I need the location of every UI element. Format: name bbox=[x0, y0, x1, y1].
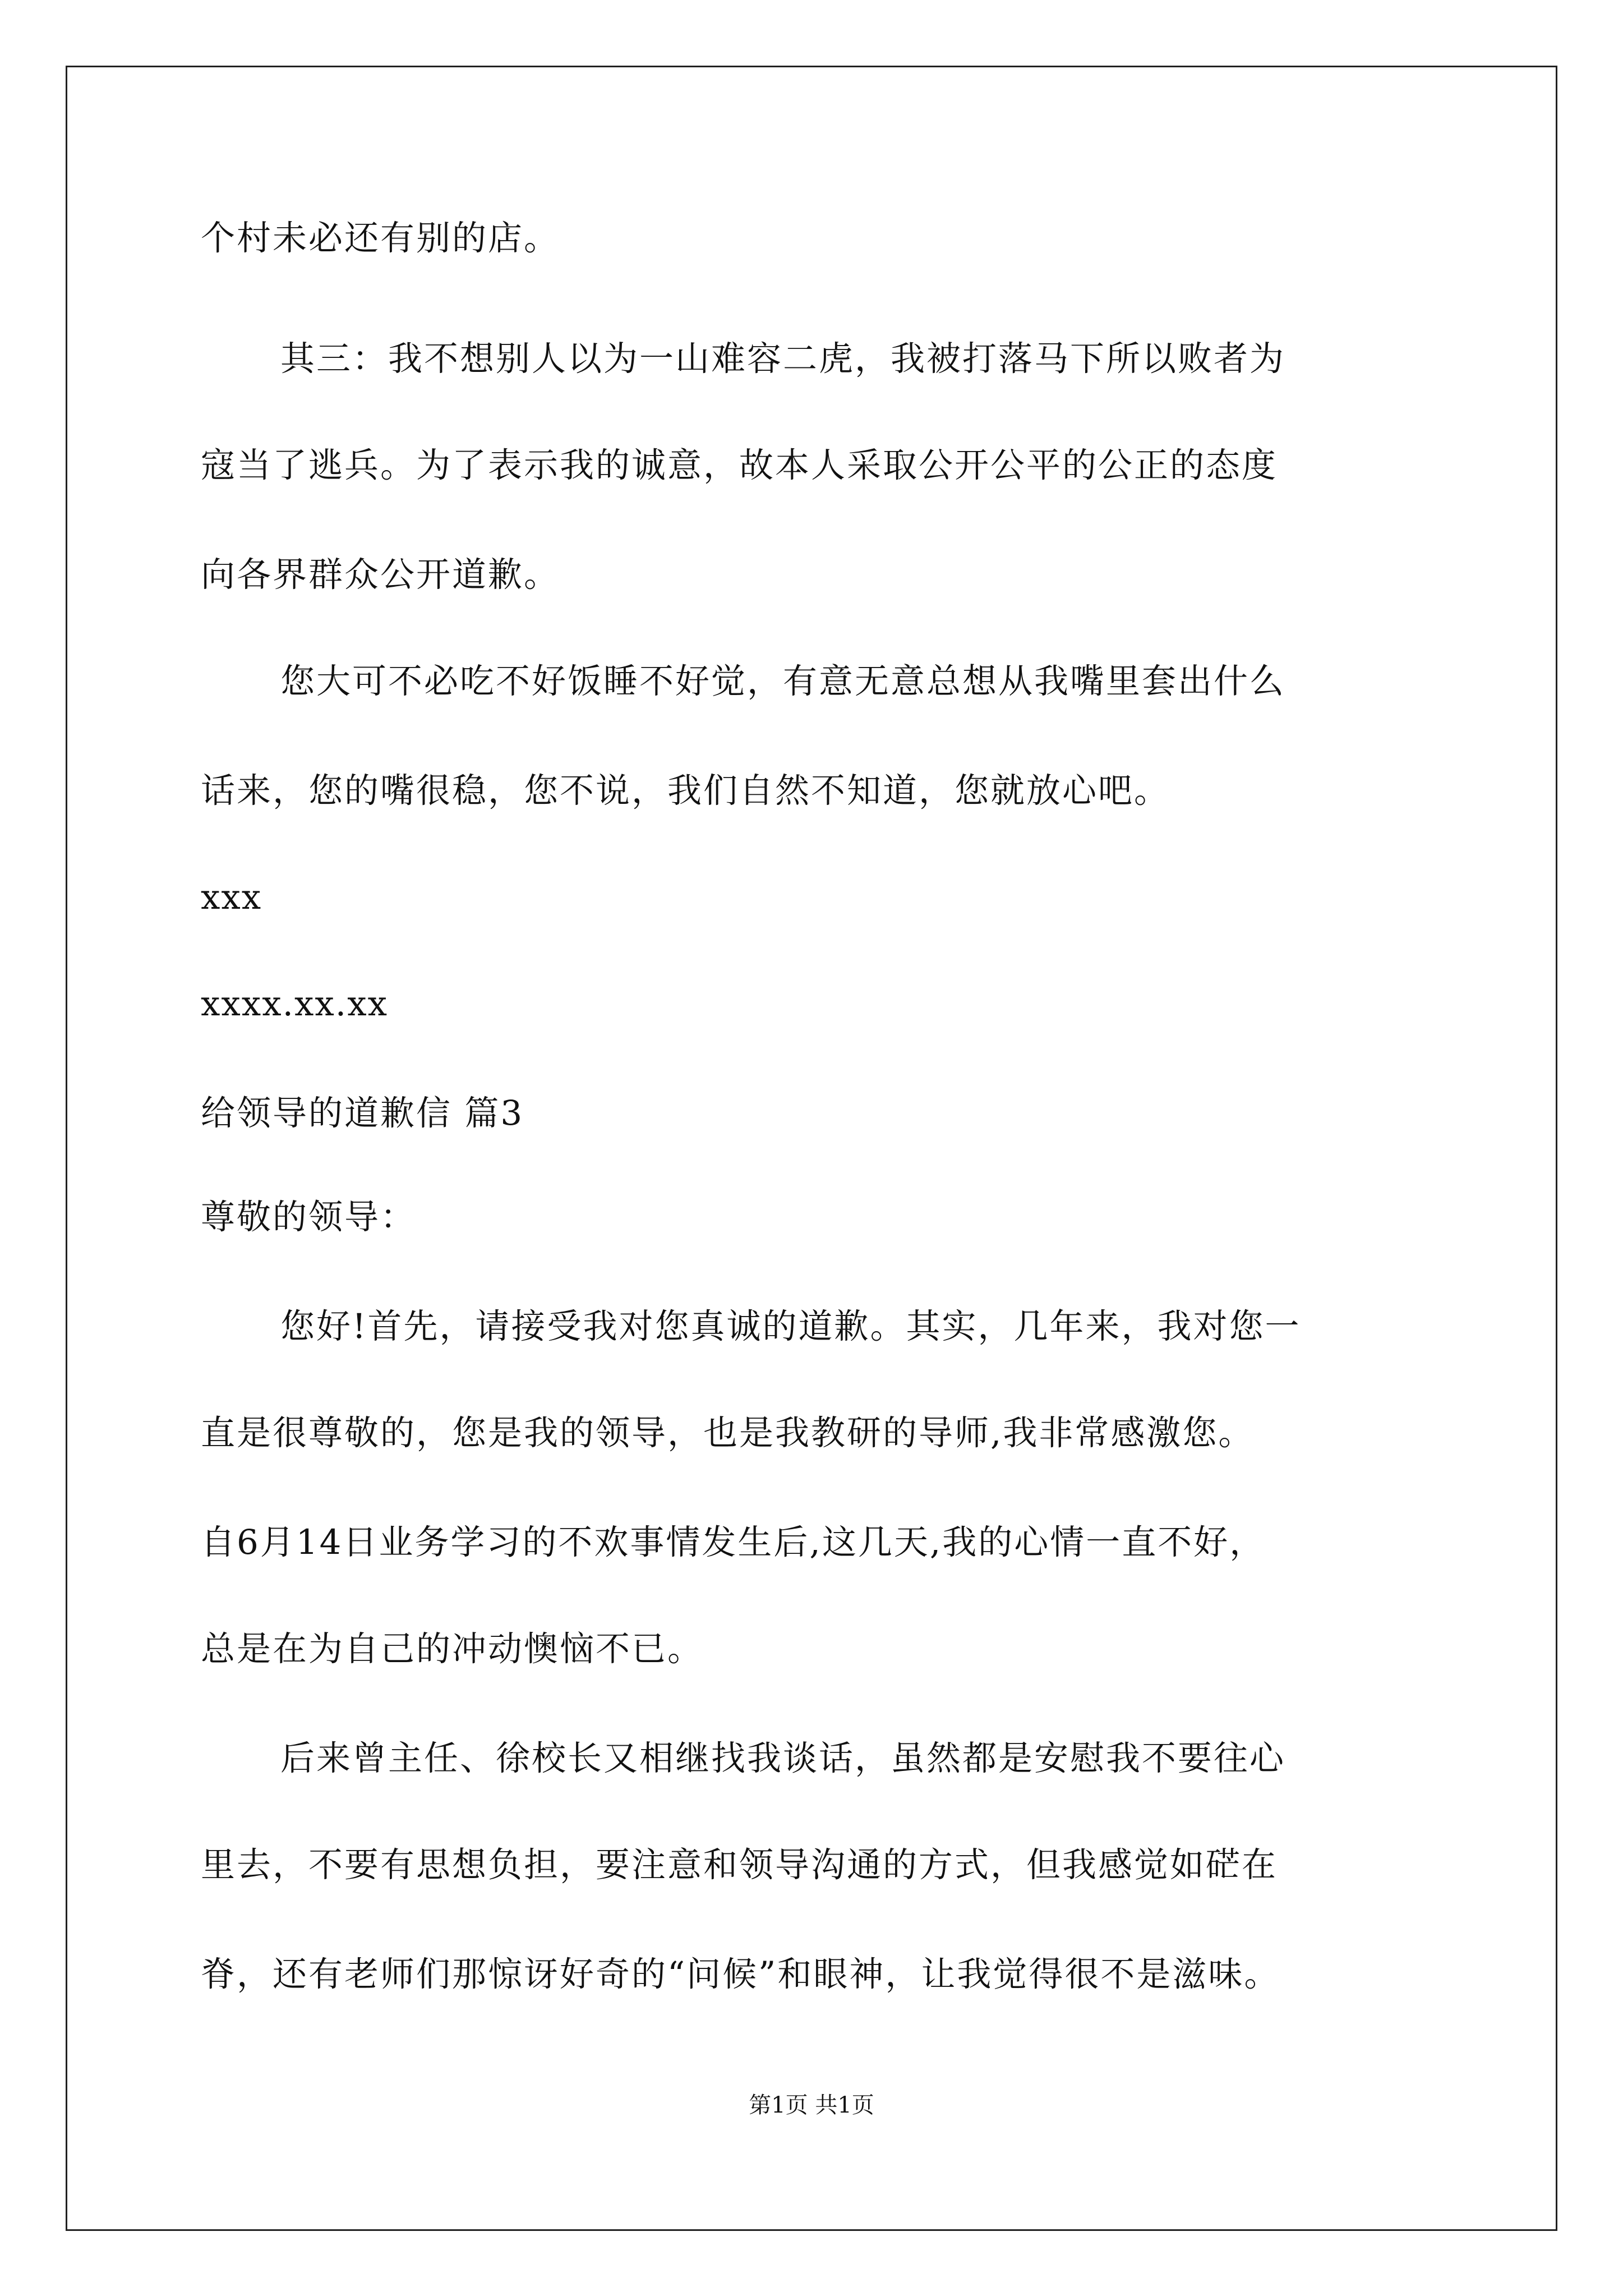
section-heading: 给领导的道歉信 篇3 bbox=[201, 1093, 524, 1133]
page-frame bbox=[66, 66, 1557, 2231]
text-line: 自6月14日业务学习的不欢事情发生后,这几天,我的心情一直不好， bbox=[201, 1522, 1266, 1562]
text-line: 您大可不必吃不好饭睡不好觉，有意无意总想从我嘴里套出什么 bbox=[280, 661, 1286, 701]
text-line: 后来曾主任、徐校长又相继找我谈话，虽然都是安慰我不要往心 bbox=[280, 1738, 1286, 1778]
text-line: 里去，不要有思想负担，要注意和领导沟通的方式，但我感觉如硭在 bbox=[201, 1845, 1278, 1885]
text-line: 个村未必还有别的店。 bbox=[201, 218, 560, 258]
page-footer: 第1页 共1页 bbox=[749, 2092, 874, 2118]
text-line: 话来，您的嘴很稳，您不说，我们自然不知道，您就放心吧。 bbox=[201, 771, 1170, 811]
text-line: 向各界群众公开道歉。 bbox=[201, 555, 560, 595]
salutation: 尊敬的领导： bbox=[201, 1197, 417, 1237]
signature-date: xxxx.xx.xx bbox=[201, 984, 388, 1024]
text-line: 您好!首先，请接受我对您真诚的道歉。其实，几年来，我对您一 bbox=[280, 1306, 1301, 1346]
text-line: 寇当了逃兵。为了表示我的诚意，故本人采取公开公平的公正的态度 bbox=[201, 445, 1278, 485]
text-line: 直是很尊敬的，您是我的领导，也是我教研的导师,我非常感激您。 bbox=[201, 1413, 1255, 1453]
text-line: 脊，还有老师们那惊讶好奇的“问候”和眼神，让我觉得很不是滋味。 bbox=[201, 1954, 1280, 1994]
signature-name: xxx bbox=[201, 877, 262, 917]
text-line: 其三：我不想别人以为一山难容二虎，我被打落马下所以败者为 bbox=[280, 339, 1286, 379]
text-line: 总是在为自己的冲动懊恼不已。 bbox=[201, 1629, 704, 1669]
